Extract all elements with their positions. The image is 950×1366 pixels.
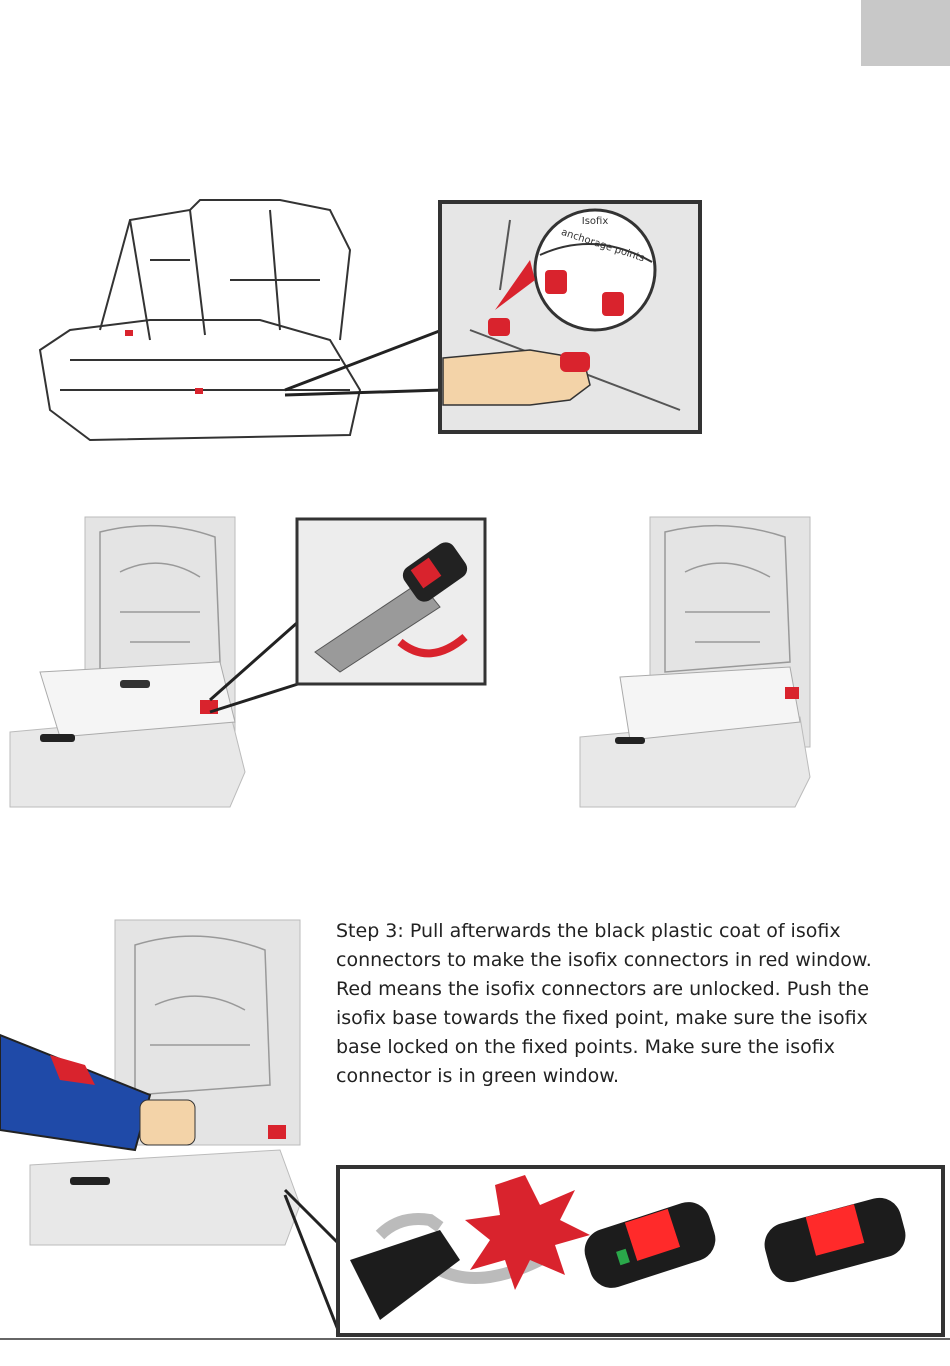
base-handle [615,737,645,744]
figure-car-seat-anchorage [30,190,720,450]
isofix-connector-in-hand [560,352,590,372]
base-handle [70,1177,110,1185]
isofix-guide [488,318,510,336]
anchor-point-1 [545,270,567,294]
anchorage-marker-right [195,388,203,394]
page-divider [0,1338,950,1340]
figure-seat-connector-detail [0,512,490,812]
anchorage-marker-left [125,330,133,336]
isofix-connector-marker [200,700,218,714]
anchor-point-2 [602,292,624,316]
isofix-connector-marker [268,1125,286,1139]
car-rear-seat-drawing [40,200,360,440]
page-number-tab [861,0,950,66]
callout-anchorage-points: anchorage points [559,226,646,265]
base-handle [40,734,75,742]
hand-icon [140,1100,195,1145]
figure-seat-installed [575,512,815,812]
step-3-instructions: Step 3: Pull afterwards the black plastic coat of isofix connectors to make the isofix connectors in red window. Red means the isofix connectors are unlocked. Push the isofix base towards the fixed point, make sure the isofix base locked on the fixed points. Make sure the isofix connector is in green window. [336,920,872,1087]
seat-base [30,1150,300,1245]
figure-push-base [0,915,950,1340]
isofix-connector-marker [785,687,799,699]
callout-isofix: Isofix [581,216,609,227]
